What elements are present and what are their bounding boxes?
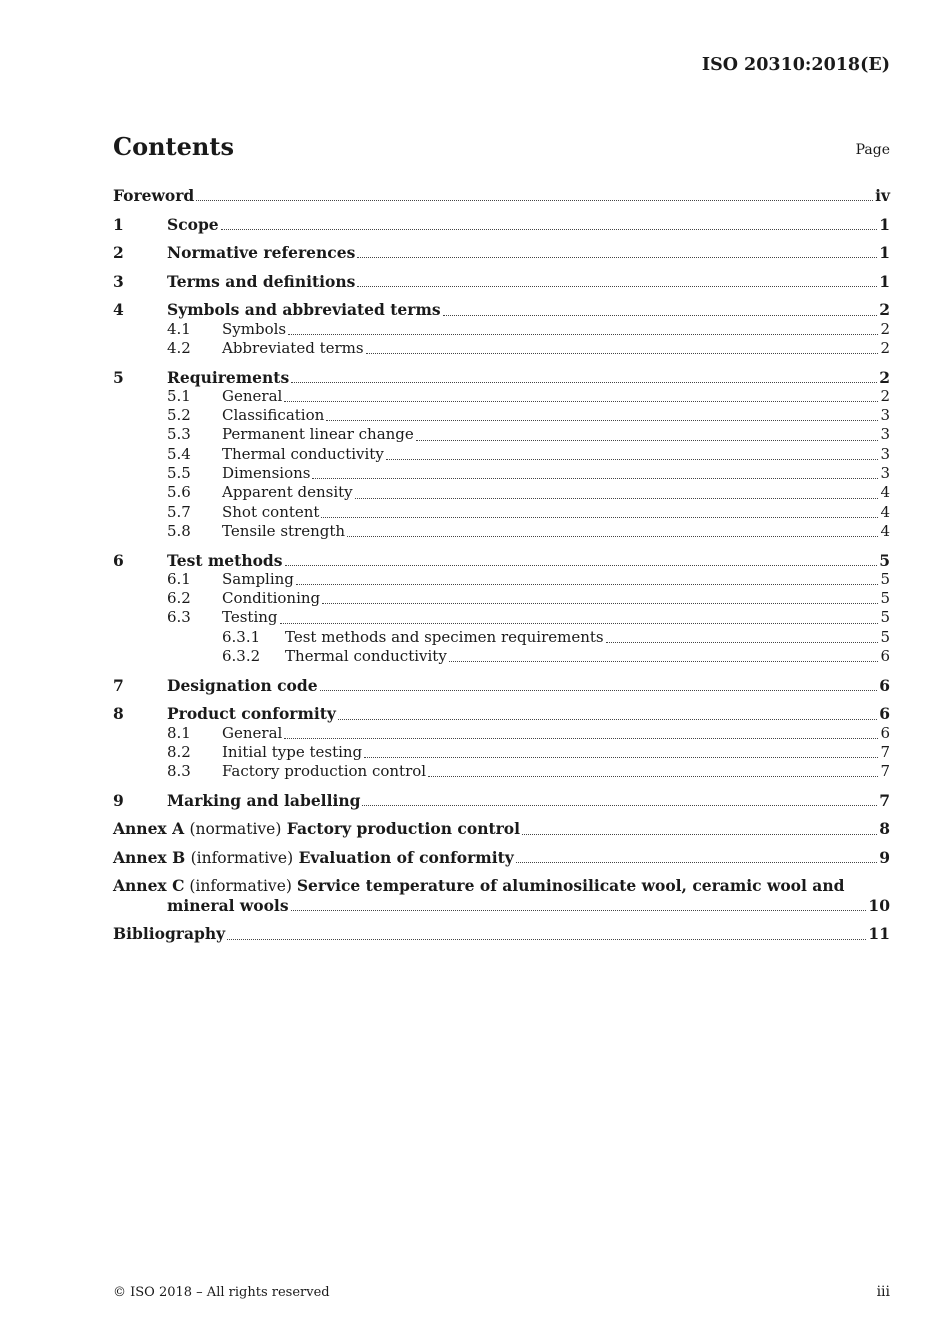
leader-dots (288, 334, 878, 335)
leader-dots (364, 757, 878, 758)
toc-entry-section[interactable] (113, 464, 890, 483)
page-title: Contents (113, 132, 234, 161)
annex-type: (informative) (189, 877, 292, 896)
toc-entry-title: Tensile strength (222, 521, 346, 540)
toc-spacer (113, 666, 890, 675)
leader-dots (285, 565, 878, 566)
toc-entry-page: 3 (880, 444, 890, 463)
toc-entry-page: 4 (880, 502, 890, 521)
toc-entry-chapter[interactable] (113, 704, 890, 723)
toc-entry-title: Normative references (167, 243, 356, 263)
toc-entry-section[interactable] (113, 387, 890, 406)
leader-dots (606, 642, 879, 643)
toc-entry-number: 4.1 (167, 319, 191, 338)
leader-dots (366, 353, 879, 354)
leader-dots (321, 517, 878, 518)
toc-spacer (113, 541, 890, 550)
leader-dots (221, 229, 878, 230)
toc-entry-number: 6.3.1 (222, 627, 261, 646)
toc-entry-subsection[interactable] (113, 647, 890, 666)
leader-dots (386, 459, 879, 460)
toc-entry-number: 2 (113, 243, 124, 263)
annex-title: Service temperature of aluminosilicate wool, ceramic wool and (296, 876, 845, 896)
toc-entry-title: General (222, 723, 283, 742)
toc-spacer (113, 234, 890, 243)
toc-entry-page: 1 (879, 243, 890, 263)
toc-entry-number: 8.1 (167, 723, 191, 742)
toc-entry-title: Abbreviated terms (222, 338, 364, 357)
toc-entry-number: 7 (113, 675, 124, 695)
leader-dots (196, 200, 873, 201)
toc-entry-title: Test methods and specimen requirements (285, 627, 604, 646)
toc-entry-title: Test methods (167, 550, 283, 570)
toc-entry-page: 2 (879, 367, 890, 387)
annex-title: Factory production control (286, 819, 521, 839)
toc-entry-title: Conditioning (222, 589, 321, 608)
toc-entry-chapter[interactable] (113, 272, 890, 291)
toc-entry-number: 6 (113, 550, 124, 570)
toc-entry-page: 1 (879, 214, 890, 234)
toc-entry-foreword[interactable] (113, 186, 890, 205)
toc-entry-section[interactable] (113, 589, 890, 608)
leader-dots (284, 401, 878, 402)
toc-entry-number: 3 (113, 271, 124, 291)
toc-entry-number: 6.3.2 (222, 647, 261, 666)
toc-entry-page: 1 (879, 271, 890, 291)
toc-entry-page: 6 (880, 647, 890, 666)
toc-entry-page: 6 (880, 723, 890, 742)
toc-entry-title: Initial type testing (222, 742, 363, 761)
toc-entry-title (113, 819, 520, 838)
toc-entry-number: 4.2 (167, 338, 191, 357)
toc-entry-page: 6 (879, 704, 890, 724)
toc-spacer (113, 781, 890, 790)
leader-dots (428, 776, 878, 777)
toc-entry-number: 5.2 (167, 406, 191, 425)
toc-entry-number: 8.2 (167, 742, 191, 761)
toc-entry-title: Scope (167, 214, 219, 234)
toc-entry-title: Testing (222, 608, 278, 627)
toc-entry-number: 5.1 (167, 386, 191, 405)
table-of-contents (113, 186, 890, 944)
toc-entry-page: 4 (880, 483, 890, 502)
toc-entry-chapter[interactable] (113, 368, 890, 387)
toc-entry-page: 3 (880, 406, 890, 425)
leader-dots (416, 440, 879, 441)
toc-entry-title: Apparent density (222, 483, 353, 502)
toc-entry-page: 8 (879, 819, 890, 839)
toc-entry-chapter[interactable] (113, 215, 890, 234)
toc-entry-title: Thermal conductivity (222, 444, 384, 463)
toc-entry-title (113, 848, 514, 867)
leader-dots (516, 862, 877, 863)
toc-entry-chapter[interactable] (113, 791, 890, 810)
toc-entry-page: 6 (879, 675, 890, 695)
toc-entry-page: 9 (879, 847, 890, 867)
toc-entry-page: 3 (880, 425, 890, 444)
leader-dots (312, 478, 878, 479)
toc-entry-number: 5 (113, 367, 124, 387)
toc-entry-chapter[interactable] (113, 551, 890, 570)
toc-entry-title: Marking and labelling (167, 790, 361, 810)
toc-entry-title: Permanent linear change (222, 425, 414, 444)
toc-entry-annex[interactable] (113, 876, 890, 895)
toc-entry-page: 5 (880, 608, 890, 627)
toc-entry-number: 4 (113, 300, 124, 320)
toc-entry-title: Symbols and abbreviated terms (167, 300, 441, 320)
toc-entry-section[interactable] (113, 762, 890, 781)
toc-entry-title: Terms and definitions (167, 271, 356, 291)
toc-entry-section[interactable] (113, 445, 890, 464)
annex-label: Annex C (113, 876, 185, 896)
toc-entry-page: 3 (880, 464, 890, 483)
toc-entry-title: Shot content (222, 502, 320, 521)
toc-entry-number: 8.3 (167, 762, 191, 781)
toc-spacer (113, 262, 890, 271)
toc-entry-page: 2 (880, 386, 890, 405)
toc-entry-section[interactable] (113, 503, 890, 522)
toc-entry-number: 6.1 (167, 569, 191, 588)
toc-entry-number: 5.6 (167, 483, 191, 502)
toc-spacer (113, 867, 890, 876)
toc-entry-page: 5 (880, 569, 890, 588)
leader-dots (284, 738, 878, 739)
toc-entry-page: 5 (880, 589, 890, 608)
leader-dots (322, 603, 878, 604)
toc-spacer (113, 205, 890, 214)
toc-spacer (113, 915, 890, 924)
toc-entry-page: 11 (868, 924, 890, 944)
toc-entry-title: Symbols (222, 319, 287, 338)
annex-type: (informative) (190, 848, 294, 867)
page-number: iii (876, 1284, 890, 1300)
toc-entry-number: 8 (113, 704, 124, 724)
leader-dots (291, 382, 877, 383)
toc-entry-section[interactable] (113, 743, 890, 762)
toc-spacer (113, 810, 890, 819)
toc-entry-section[interactable] (113, 406, 890, 425)
leader-dots (449, 661, 879, 662)
toc-entry-title: Requirements (167, 367, 290, 387)
toc-entry-number: 6.2 (167, 589, 191, 608)
toc-entry-title: Bibliography (113, 924, 226, 944)
toc-entry-annex[interactable] (113, 819, 890, 838)
toc-entry-page: 2 (880, 338, 890, 357)
toc-entry-number: 1 (113, 214, 124, 234)
leader-dots (320, 690, 878, 691)
toc-entry-section[interactable] (113, 522, 890, 541)
leader-dots (326, 420, 878, 421)
leader-dots (443, 315, 878, 316)
toc-entry-chapter[interactable] (113, 300, 890, 319)
annex-title: Evaluation of conformity (298, 847, 514, 867)
toc-heading (113, 132, 890, 164)
toc-entry-section[interactable] (113, 320, 890, 339)
leader-dots (355, 498, 879, 499)
toc-entry-number: 5.5 (167, 464, 191, 483)
leader-dots (357, 257, 877, 258)
toc-entry-title: Product conformity (167, 704, 336, 724)
toc-entry-page: 4 (880, 521, 890, 540)
toc-entry-title: Thermal conductivity (285, 647, 447, 666)
toc-spacer (113, 839, 890, 848)
toc-entry-page: 7 (880, 742, 890, 761)
leader-dots (291, 910, 867, 911)
toc-entry-annex[interactable] (113, 848, 890, 867)
toc-entry-page: 2 (880, 319, 890, 338)
toc-entry-page: 10 (868, 895, 890, 915)
annex-label: Annex B (113, 847, 186, 867)
toc-entry-section[interactable] (113, 425, 890, 444)
toc-entry-number: 5.8 (167, 521, 191, 540)
toc-spacer (113, 358, 890, 367)
toc-entry-title: Sampling (222, 569, 294, 588)
toc-entry-title: Designation code (167, 675, 318, 695)
toc-entry-page: 7 (880, 762, 890, 781)
toc-entry-title: Classification (222, 406, 325, 425)
toc-entry-number: 5.7 (167, 502, 191, 521)
leader-dots (357, 286, 877, 287)
annex-type: (normative) (189, 820, 282, 839)
leader-dots (522, 834, 877, 835)
toc-spacer (113, 291, 890, 300)
leader-dots (338, 719, 877, 720)
toc-entry-annex-continued[interactable] (113, 896, 890, 915)
toc-entry-section[interactable] (113, 608, 890, 627)
annex-label: Annex A (113, 819, 185, 839)
toc-entry-number: 6.3 (167, 608, 191, 627)
toc-entry-bibliography[interactable] (113, 924, 890, 943)
copyright-notice: © ISO 2018 – All rights reserved (113, 1285, 330, 1300)
annex-title: mineral wools (167, 895, 289, 915)
toc-entry-chapter[interactable] (113, 676, 890, 695)
leader-dots (227, 939, 866, 940)
toc-entry-section[interactable] (113, 483, 890, 502)
leader-dots (296, 584, 879, 585)
toc-entry-page: 7 (879, 790, 890, 810)
toc-entry-title: General (222, 386, 283, 405)
toc-entry-title: Factory production control (222, 762, 427, 781)
leader-dots (347, 536, 878, 537)
toc-spacer (113, 695, 890, 704)
toc-entry-section[interactable] (113, 724, 890, 743)
toc-entry-number: 5.4 (167, 444, 191, 463)
toc-entry-page: 5 (879, 550, 890, 570)
toc-entry-title: Foreword (113, 186, 195, 205)
toc-entry-section[interactable] (113, 570, 890, 589)
toc-entry-page: 5 (880, 627, 890, 646)
leader-dots (362, 805, 877, 806)
toc-entry-number: 9 (113, 790, 124, 810)
leader-dots (280, 623, 879, 624)
toc-entry-section[interactable] (113, 339, 890, 358)
toc-entry-page: 2 (879, 300, 890, 320)
toc-entry-title: Dimensions (222, 464, 311, 483)
toc-entry-number: 5.3 (167, 425, 191, 444)
toc-entry-page: iv (875, 186, 890, 205)
toc-entry-subsection[interactable] (113, 628, 890, 647)
document-id: ISO 20310:2018(E) (701, 55, 890, 75)
page-column-label: Page (855, 142, 890, 158)
toc-entry-chapter[interactable] (113, 243, 890, 262)
